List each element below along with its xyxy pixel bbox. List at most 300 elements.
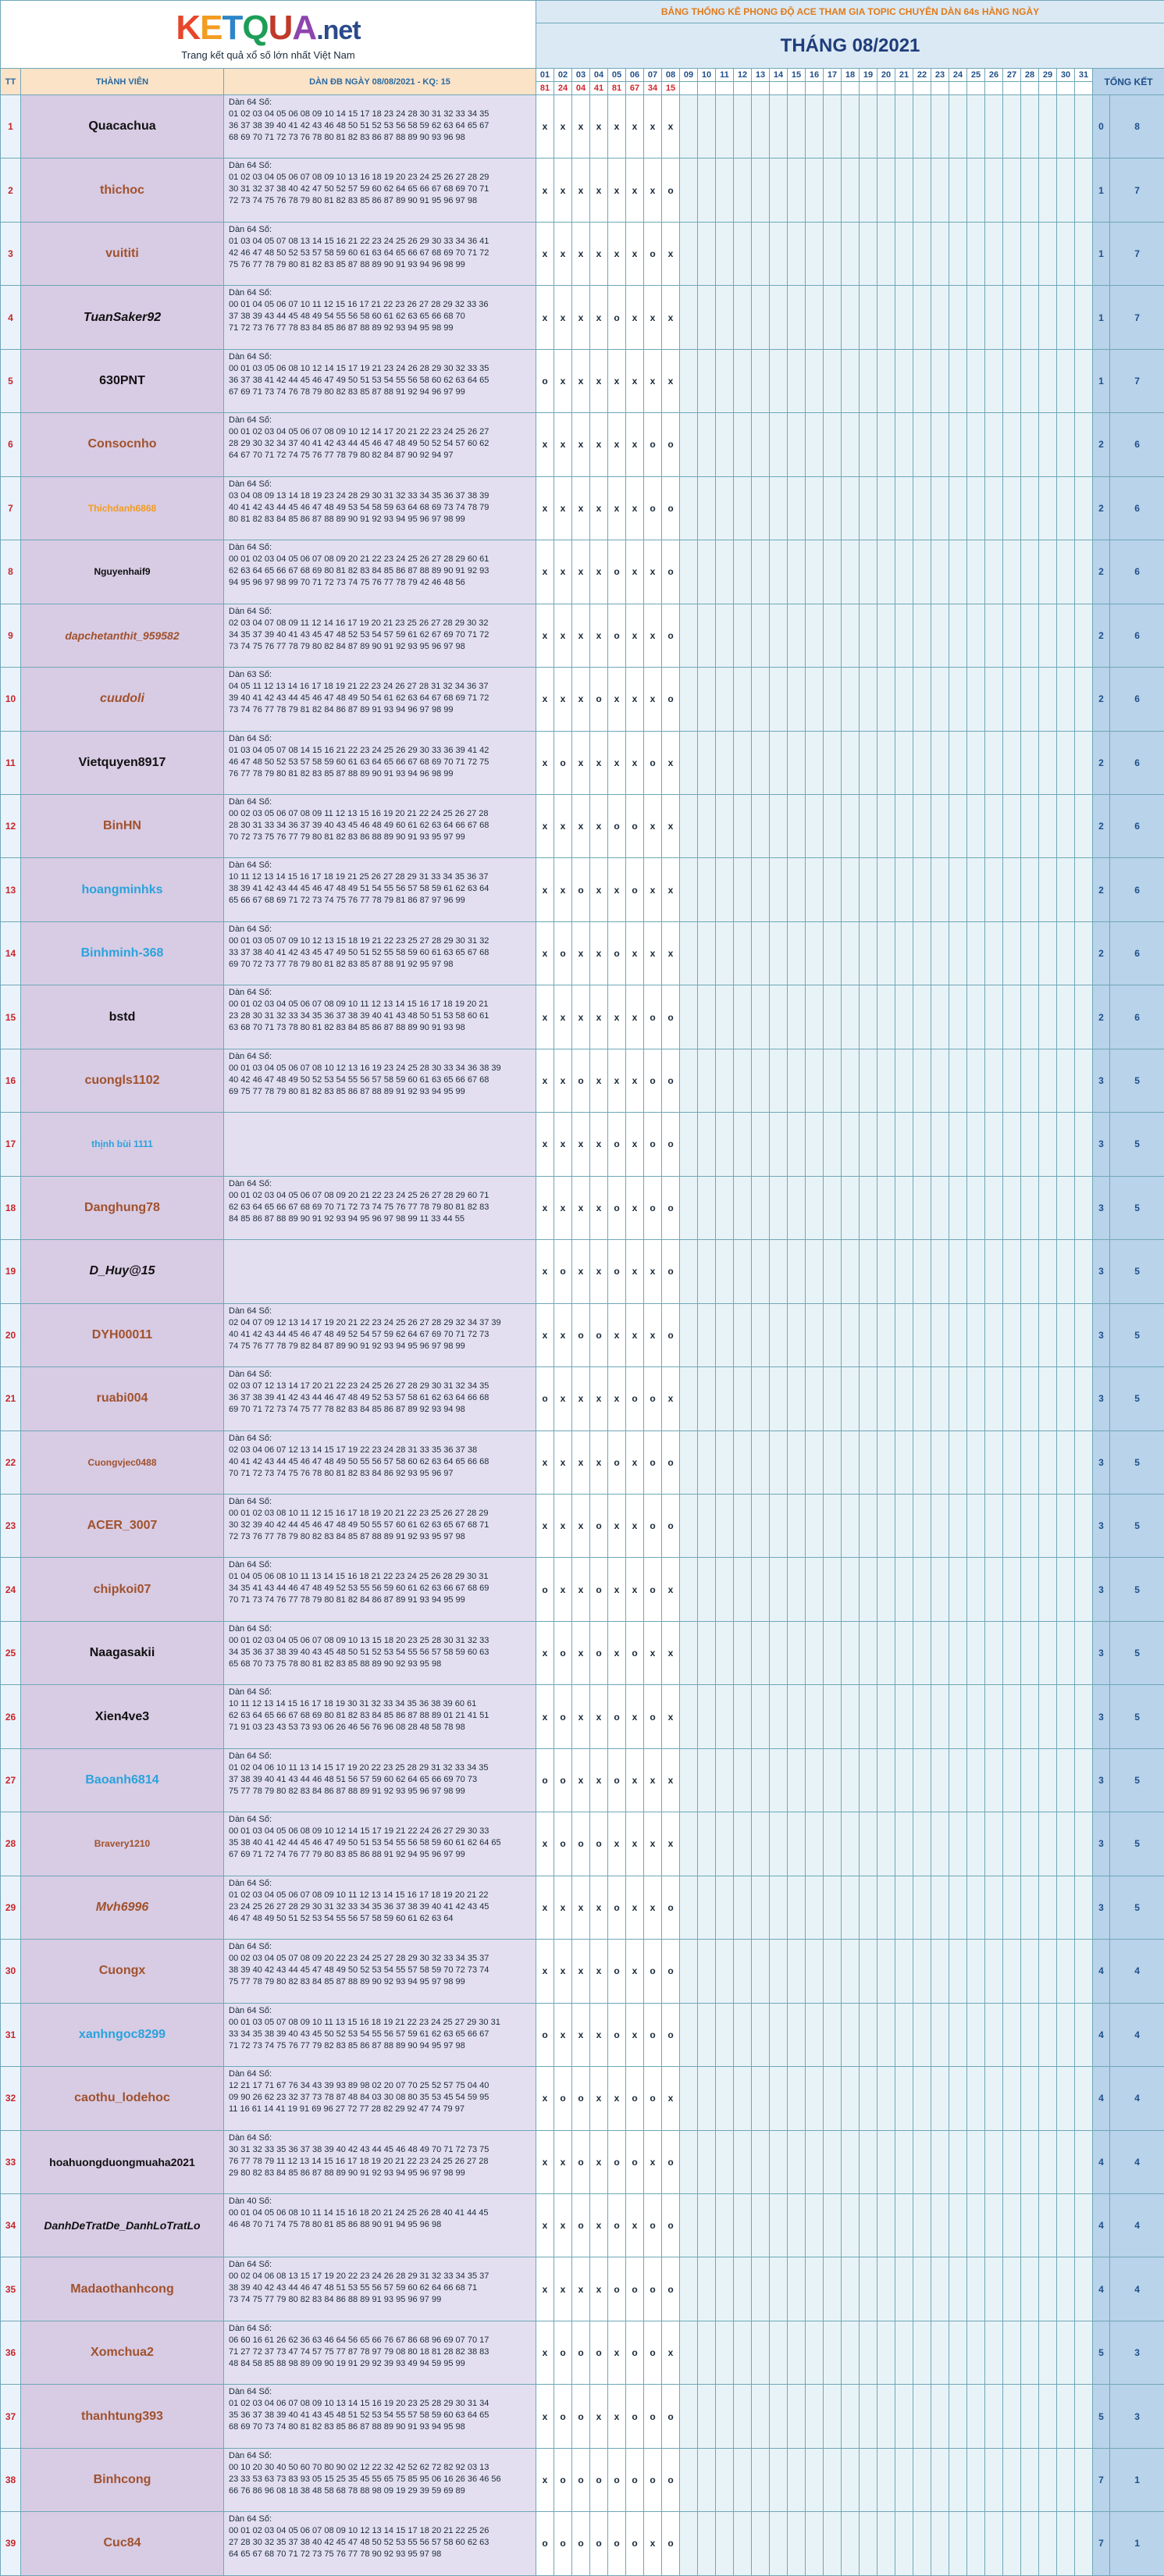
day-empty	[985, 1558, 1003, 1621]
day-empty	[824, 2257, 842, 2321]
day-empty	[913, 1748, 931, 1812]
number-set-line: 46 47 48 49 50 51 52 53 54 55 56 57 58 59 60 61 62 63 64	[229, 1913, 531, 1925]
day-empty	[752, 1685, 770, 1748]
member-name[interactable]: thanhtung393	[21, 2385, 224, 2448]
day-empty	[770, 1113, 788, 1176]
day-empty	[806, 286, 824, 349]
day-mark: x	[626, 159, 644, 222]
day-empty	[752, 985, 770, 1049]
member-name[interactable]: cuongls1102	[21, 1049, 224, 1112]
day-empty	[788, 1940, 806, 2003]
day-empty	[842, 985, 860, 1049]
day-mark: o	[608, 2257, 626, 2321]
day-mark: o	[536, 349, 554, 412]
day-empty	[949, 2130, 967, 2193]
count-o: 3	[1093, 1812, 1110, 1876]
member-row	[1, 1113, 1164, 1176]
day-empty	[895, 1558, 913, 1621]
day-mark: x	[662, 1558, 680, 1621]
member-name[interactable]: BinHN	[21, 794, 224, 857]
day-empty	[913, 2321, 931, 2384]
day-header: 03	[572, 69, 590, 82]
day-mark: x	[554, 604, 572, 667]
count-o: 3	[1093, 1558, 1110, 1621]
number-set	[224, 1558, 536, 1621]
day-empty	[698, 2385, 716, 2448]
day-empty	[1003, 1621, 1021, 1684]
day-mark: o	[608, 1940, 626, 2003]
day-empty	[824, 1558, 842, 1621]
day-empty	[967, 222, 985, 285]
day-empty	[788, 1240, 806, 1303]
day-mark: o	[572, 2512, 590, 2575]
member-name[interactable]: caothu_lodehoc	[21, 2067, 224, 2130]
day-empty	[1057, 794, 1075, 857]
day-empty	[895, 159, 913, 222]
day-empty	[895, 95, 913, 159]
member-name[interactable]: thịnh bùi 1111	[21, 1113, 224, 1176]
day-empty	[770, 2130, 788, 2193]
member-name[interactable]: Danghung78	[21, 1176, 224, 1239]
day-empty	[895, 921, 913, 985]
day-mark: x	[590, 794, 608, 857]
day-empty	[1057, 2003, 1075, 2066]
member-name[interactable]: Consocnho	[21, 413, 224, 476]
number-set-line: 68 69 70 71 72 73 76 78 80 81 82 83 86 87 88 89 90 93 96 98	[229, 132, 531, 144]
day-mark: x	[626, 413, 644, 476]
member-name[interactable]: Madaothanhcong	[21, 2257, 224, 2321]
day-mark: x	[662, 731, 680, 794]
number-set-line: 37 38 39 43 44 45 48 49 54 55 56 58 60 61 62 63 65 66 68 70	[229, 311, 531, 322]
day-mark: x	[590, 2003, 608, 2066]
day-empty	[949, 794, 967, 857]
day-empty	[877, 985, 895, 1049]
day-empty	[1057, 1812, 1075, 1876]
day-mark: x	[554, 1303, 572, 1366]
number-set-line: Dàn 64 Số:	[229, 287, 531, 299]
day-mark: x	[590, 1940, 608, 2003]
number-set-line: 30 31 32 33 35 36 37 38 39 40 42 43 44 45 46 48 49 70 71 72 73 75	[229, 2144, 531, 2156]
day-empty	[860, 1621, 877, 1684]
day-result: 41	[590, 82, 608, 95]
day-empty	[1057, 1748, 1075, 1812]
day-empty	[913, 1876, 931, 1939]
day-empty	[680, 1176, 698, 1239]
day-mark: o	[572, 2385, 590, 2448]
day-empty	[842, 413, 860, 476]
day-empty	[1003, 1876, 1021, 1939]
number-set	[224, 1367, 536, 1431]
member-name[interactable]: hoahuongduongmuaha2021	[21, 2130, 224, 2193]
member-name[interactable]: Nguyenhaif9	[21, 540, 224, 604]
day-empty	[734, 2512, 752, 2575]
day-empty	[716, 476, 734, 540]
day-empty	[1021, 1558, 1039, 1621]
member-name[interactable]: Xien4ve3	[21, 1685, 224, 1748]
member-name[interactable]: ruabi004	[21, 1367, 224, 1431]
day-mark: x	[554, 159, 572, 222]
count-o: 5	[1093, 2385, 1110, 2448]
day-header: 11	[716, 69, 734, 82]
day-mark: x	[536, 1685, 554, 1748]
count-o: 4	[1093, 2067, 1110, 2130]
day-empty	[967, 1494, 985, 1557]
member-name[interactable]: Binhcong	[21, 2448, 224, 2511]
row-number: 18	[1, 1176, 21, 1239]
day-empty	[895, 1367, 913, 1431]
day-empty	[913, 1431, 931, 1494]
day-mark: x	[536, 604, 554, 667]
member-name[interactable]: cuudoli	[21, 668, 224, 731]
day-empty	[949, 604, 967, 667]
day-empty	[824, 413, 842, 476]
day-empty	[1021, 286, 1039, 349]
day-empty	[824, 1748, 842, 1812]
day-result	[860, 82, 877, 95]
member-name[interactable]: Cuc84	[21, 2512, 224, 2575]
day-empty	[842, 1685, 860, 1748]
day-empty	[716, 1431, 734, 1494]
member-name[interactable]: Binhminh-368	[21, 921, 224, 985]
number-set-line: 01 02 03 04 06 07 08 09 10 13 14 15 16 19 20 23 25 28 29 30 31 34	[229, 2398, 531, 2410]
count-x: 5	[1110, 1240, 1164, 1303]
member-name[interactable]: 630PNT	[21, 349, 224, 412]
member-row	[1, 1812, 1164, 1876]
day-empty	[1039, 921, 1057, 985]
day-empty	[698, 1876, 716, 1939]
count-x: 4	[1110, 2130, 1164, 2193]
day-empty	[949, 413, 967, 476]
day-mark: x	[608, 1367, 626, 1431]
day-mark: x	[626, 2193, 644, 2257]
number-set-line: 36 37 38 41 42 44 45 46 47 49 50 51 53 54 55 56 58 60 62 63 64 65	[229, 375, 531, 387]
day-mark: x	[590, 1176, 608, 1239]
member-name[interactable]: Cuongx	[21, 1940, 224, 2003]
day-empty	[895, 2321, 913, 2384]
day-empty	[734, 2448, 752, 2511]
number-set-line: 00 02 04 06 08 13 15 17 19 20 22 23 24 26 28 29 31 32 33 34 35 37	[229, 2271, 531, 2282]
member-name[interactable]: vuititi	[21, 222, 224, 285]
day-empty	[770, 476, 788, 540]
day-empty	[967, 2130, 985, 2193]
number-set-line: 00 01 03 05 07 09 10 12 13 15 18 19 21 22 23 25 27 28 29 30 31 32	[229, 935, 531, 947]
day-empty	[680, 794, 698, 857]
day-empty	[1039, 1558, 1057, 1621]
day-empty	[788, 2003, 806, 2066]
day-empty	[1021, 1748, 1039, 1812]
number-set	[224, 349, 536, 412]
day-empty	[931, 1240, 949, 1303]
day-empty	[716, 1621, 734, 1684]
day-empty	[860, 2003, 877, 2066]
day-empty	[698, 1367, 716, 1431]
day-empty	[877, 2193, 895, 2257]
logo[interactable]	[1, 1, 536, 69]
day-empty	[770, 1685, 788, 1748]
day-mark: x	[572, 286, 590, 349]
number-set-line: Dàn 64 Số:	[229, 987, 531, 999]
day-empty	[1039, 1113, 1057, 1176]
day-empty	[1021, 2257, 1039, 2321]
member-row	[1, 2130, 1164, 2193]
day-empty	[698, 2130, 716, 2193]
day-empty	[1021, 1812, 1039, 1876]
day-mark: x	[590, 1113, 608, 1176]
day-empty	[734, 1113, 752, 1176]
day-empty	[949, 731, 967, 794]
day-empty	[1057, 731, 1075, 794]
day-empty	[877, 286, 895, 349]
member-name[interactable]: DYH00011	[21, 1303, 224, 1366]
day-empty	[824, 1367, 842, 1431]
day-empty	[949, 540, 967, 604]
day-empty	[913, 1049, 931, 1112]
day-empty	[860, 1113, 877, 1176]
day-header: 02	[554, 69, 572, 82]
day-empty	[698, 1621, 716, 1684]
day-empty	[949, 1176, 967, 1239]
day-empty	[931, 1685, 949, 1748]
day-empty	[1039, 222, 1057, 285]
member-name[interactable]: bstd	[21, 985, 224, 1049]
day-mark: x	[590, 1367, 608, 1431]
number-set-line: 23 24 25 26 27 28 29 30 31 32 33 34 35 36 37 38 39 40 41 42 43 45	[229, 1901, 531, 1913]
day-empty	[985, 1367, 1003, 1431]
day-empty	[985, 1621, 1003, 1684]
day-mark: o	[662, 668, 680, 731]
day-empty	[752, 1113, 770, 1176]
day-empty	[895, 1049, 913, 1112]
day-empty	[806, 1176, 824, 1239]
day-empty	[913, 1494, 931, 1557]
day-empty	[860, 2321, 877, 2384]
day-header: 26	[985, 69, 1003, 82]
day-mark: x	[626, 540, 644, 604]
member-name[interactable]: Mvh6996	[21, 1876, 224, 1939]
day-empty	[913, 858, 931, 921]
count-x: 7	[1110, 222, 1164, 285]
day-empty	[931, 858, 949, 921]
day-empty	[1039, 2257, 1057, 2321]
member-name[interactable]: Baoanh6814	[21, 1748, 224, 1812]
number-set-line: 46 48 70 71 74 75 78 80 81 85 86 88 90 91 94 95 96 98	[229, 2219, 531, 2231]
day-empty	[698, 668, 716, 731]
day-empty	[985, 2448, 1003, 2511]
day-empty	[931, 2448, 949, 2511]
day-mark: x	[644, 2130, 662, 2193]
number-set	[224, 1940, 536, 2003]
day-mark: x	[662, 1748, 680, 1812]
day-empty	[806, 1494, 824, 1557]
day-empty	[895, 1113, 913, 1176]
day-mark: x	[572, 1494, 590, 1557]
member-row	[1, 2193, 1164, 2257]
day-empty	[1057, 1176, 1075, 1239]
day-empty	[913, 2003, 931, 2066]
day-empty	[1075, 413, 1093, 476]
day-empty	[806, 2448, 824, 2511]
day-empty	[824, 794, 842, 857]
number-set-line: 33 34 35 38 39 40 43 45 50 52 53 54 55 56 57 59 61 62 63 65 66 67	[229, 2029, 531, 2040]
month-title: THÁNG 08/2021	[536, 23, 1164, 69]
day-empty	[788, 2130, 806, 2193]
number-set-line: Dàn 64 Số:	[229, 2132, 531, 2144]
day-empty	[949, 1240, 967, 1303]
day-empty	[860, 540, 877, 604]
day-mark: o	[608, 286, 626, 349]
count-x: 6	[1110, 985, 1164, 1049]
day-empty	[716, 1876, 734, 1939]
day-empty	[788, 1748, 806, 1812]
number-set-line: Dàn 40 Số:	[229, 2196, 531, 2207]
day-result: 34	[644, 82, 662, 95]
day-empty	[824, 2003, 842, 2066]
day-empty	[680, 1558, 698, 1621]
member-name[interactable]: dapchetanthit_959582	[21, 604, 224, 667]
member-name[interactable]: chipkoi07	[21, 1558, 224, 1621]
day-empty	[770, 413, 788, 476]
day-empty	[842, 476, 860, 540]
day-empty	[734, 413, 752, 476]
day-empty	[877, 1558, 895, 1621]
row-number: 36	[1, 2321, 21, 2384]
member-name[interactable]: thichoc	[21, 159, 224, 222]
day-mark: x	[590, 2130, 608, 2193]
day-empty	[1021, 413, 1039, 476]
day-empty	[877, 1685, 895, 1748]
number-set-line: 65 68 70 73 75 78 80 81 82 83 85 88 89 90 92 93 95 98	[229, 1659, 531, 1670]
day-empty	[1075, 921, 1093, 985]
day-empty	[1075, 1940, 1093, 2003]
day-empty	[913, 1113, 931, 1176]
day-mark: x	[554, 2193, 572, 2257]
day-empty	[770, 349, 788, 412]
day-empty	[680, 2130, 698, 2193]
day-mark: x	[536, 2130, 554, 2193]
day-mark: x	[590, 1431, 608, 1494]
member-name[interactable]: Bravery1210	[21, 1812, 224, 1876]
day-empty	[680, 2003, 698, 2066]
day-mark: x	[536, 476, 554, 540]
number-set-line: 38 39 41 42 43 44 45 46 47 48 49 51 54 55 56 57 58 59 61 62 63 64	[229, 883, 531, 895]
day-mark: x	[572, 222, 590, 285]
day-empty	[806, 2193, 824, 2257]
day-empty	[1021, 2448, 1039, 2511]
day-empty	[824, 1240, 842, 1303]
number-set-line: 72 73 74 75 76 78 79 80 81 82 83 85 86 87 89 90 91 95 96 97 98	[229, 195, 531, 207]
day-empty	[1075, 2257, 1093, 2321]
member-name[interactable]: D_Huy@15	[21, 1240, 224, 1303]
day-empty	[1021, 1240, 1039, 1303]
day-mark: o	[554, 2385, 572, 2448]
member-name[interactable]: Thichdanh6868	[21, 476, 224, 540]
member-name[interactable]: xanhngoc8299	[21, 2003, 224, 2066]
day-empty	[1039, 159, 1057, 222]
day-mark: o	[590, 1812, 608, 1876]
member-name[interactable]: Naagasakii	[21, 1621, 224, 1684]
member-name[interactable]: Vietquyen8917	[21, 731, 224, 794]
member-name[interactable]: hoangminhks	[21, 858, 224, 921]
day-empty	[1039, 2385, 1057, 2448]
count-x: 6	[1110, 604, 1164, 667]
number-set-line: 48 84 58 85 88 98 89 09 90 19 91 29 92 39 93 49 94 59 95 99	[229, 2358, 531, 2370]
day-mark: o	[662, 2257, 680, 2321]
day-result	[1057, 82, 1075, 95]
member-name[interactable]: Cuongvjec0488	[21, 1431, 224, 1494]
day-empty	[895, 286, 913, 349]
count-o: 1	[1093, 349, 1110, 412]
number-set	[224, 2193, 536, 2257]
day-mark: x	[644, 1812, 662, 1876]
day-empty	[913, 476, 931, 540]
day-empty	[806, 476, 824, 540]
day-empty	[1039, 2067, 1057, 2130]
day-empty	[1021, 858, 1039, 921]
day-empty	[788, 540, 806, 604]
day-mark: o	[572, 2067, 590, 2130]
member-name[interactable]: Quacachua	[21, 95, 224, 159]
day-empty	[985, 159, 1003, 222]
day-empty	[680, 921, 698, 985]
day-mark: o	[554, 1240, 572, 1303]
day-empty	[680, 731, 698, 794]
count-o: 2	[1093, 921, 1110, 985]
day-empty	[931, 540, 949, 604]
member-name[interactable]: TuanSaker92	[21, 286, 224, 349]
day-mark: x	[536, 1940, 554, 2003]
number-set-line: Dàn 64 Số:	[229, 479, 531, 490]
day-empty	[806, 2130, 824, 2193]
day-empty	[895, 1876, 913, 1939]
day-mark: x	[572, 349, 590, 412]
member-name[interactable]: ACER_3007	[21, 1494, 224, 1557]
member-name[interactable]: Xomchua2	[21, 2321, 224, 2384]
number-set	[224, 540, 536, 604]
day-empty	[824, 2512, 842, 2575]
day-empty	[1003, 476, 1021, 540]
row-number: 17	[1, 1113, 21, 1176]
day-mark: x	[644, 1240, 662, 1303]
day-mark: x	[662, 2321, 680, 2384]
day-empty	[985, 604, 1003, 667]
number-set-line: Dàn 64 Số:	[229, 1433, 531, 1445]
day-empty	[770, 1812, 788, 1876]
member-name[interactable]: DanhDeTratDe_DanhLoTratLo	[21, 2193, 224, 2257]
day-empty	[949, 476, 967, 540]
day-empty	[985, 668, 1003, 731]
day-mark: x	[554, 1940, 572, 2003]
day-empty	[985, 2130, 1003, 2193]
number-set-line: 40 41 42 43 44 45 46 47 48 49 53 54 58 59 63 64 68 69 73 74 78 79	[229, 502, 531, 514]
day-empty	[752, 413, 770, 476]
number-set-line: Dàn 64 Số:	[229, 2323, 531, 2335]
day-mark: x	[590, 349, 608, 412]
day-empty	[860, 2067, 877, 2130]
day-mark: x	[554, 1558, 572, 1621]
day-empty	[860, 985, 877, 1049]
day-empty	[680, 1240, 698, 1303]
day-empty	[1039, 2321, 1057, 2384]
day-empty	[824, 222, 842, 285]
day-empty	[949, 1431, 967, 1494]
day-empty	[842, 2448, 860, 2511]
day-empty	[860, 794, 877, 857]
number-set-line: 62 63 64 65 66 67 68 69 80 81 82 83 84 85 86 87 88 89 01 21 41 51	[229, 1710, 531, 1722]
day-empty	[895, 1940, 913, 2003]
day-empty	[752, 95, 770, 159]
day-empty	[698, 476, 716, 540]
day-empty	[1039, 1431, 1057, 1494]
